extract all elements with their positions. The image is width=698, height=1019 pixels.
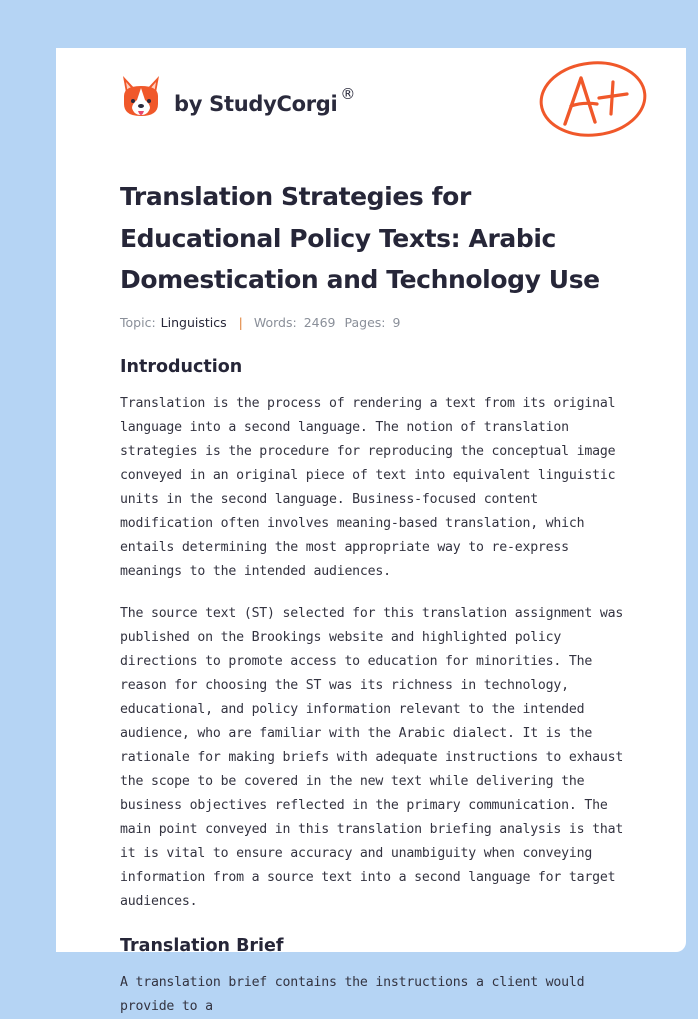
pages-value: 9	[392, 314, 401, 330]
grade-a-plus-icon	[537, 58, 649, 140]
section-heading-introduction: Introduction	[120, 356, 243, 377]
page-header	[56, 48, 686, 158]
words-label: Words:	[253, 314, 297, 330]
registered-mark: ®	[340, 84, 356, 103]
meta-separator: |	[238, 314, 243, 330]
paragraph: A translation brief contains the instructions a client would provide to a	[120, 974, 585, 1014]
studycorgi-logo[interactable]	[120, 74, 355, 122]
article-meta	[120, 315, 626, 330]
article-content	[120, 176, 626, 1019]
topic-label: Topic:	[120, 314, 156, 330]
words-value: 2469	[303, 314, 336, 330]
topic-link[interactable]: Linguistics	[160, 314, 227, 330]
corgi-icon	[120, 74, 162, 122]
section-heading-translation-brief: Translation Brief	[120, 935, 284, 956]
document-page	[56, 48, 686, 1014]
brand-name: by StudyCorgi ®	[174, 84, 356, 116]
paragraph: The source text (ST) selected for this translation assignment was published on the Brookings website and highlighted policy directions to promote access to education for minorities. The reason for choosing the ST was its richness in technology, educational, and policy information relevant to the intended audience, who are familiar with the Arabic dialect. It is the rationale for making briefs with adequate instructions to exhaust the scope to be covered in the new text while delivering the business objectives reflected in the primary communication. The main point conveyed in this translation briefing analysis is that it is vital to ensure accuracy and unambiguity when conveying information from a source text into a second language for target audiences.	[120, 605, 624, 909]
article-title: Translation Strategies for Educational Policy Texts: Arabic Domestication and Technology Use	[120, 182, 600, 294]
grade-badge	[537, 58, 649, 140]
paragraph: Translation is the process of rendering a text from its original language into a second language. The notion of translation strategies is the procedure for reproducing the conceptual image conveyed in an original piece of text into equivalent linguistic units in the second language. Business-focused content modification often involves meaning-based translation, which entails determining the most appropriate way to re-express meanings to the intended audiences.	[120, 395, 616, 579]
pages-label: Pages:	[344, 314, 386, 330]
